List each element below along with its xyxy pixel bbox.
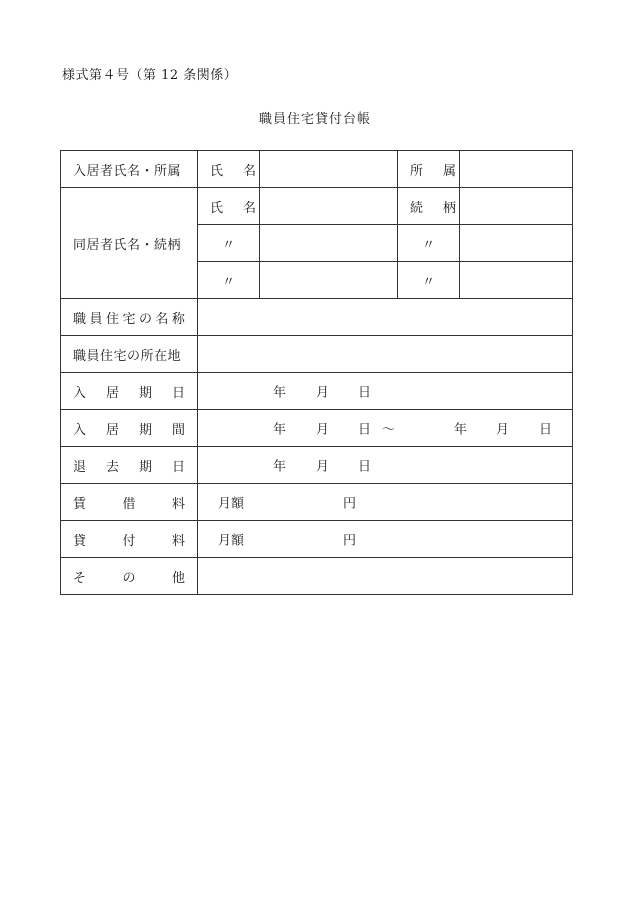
month-unit: 月	[316, 385, 330, 401]
housing-name-field[interactable]	[198, 299, 573, 336]
move-out-date-row	[61, 447, 573, 484]
move-out-date-field[interactable]	[198, 447, 573, 484]
ditto-cell	[198, 225, 260, 262]
loan-fee-field[interactable]	[198, 521, 573, 558]
name-label-char: 氏	[210, 163, 224, 179]
housing-name-row	[61, 299, 573, 336]
occupancy-label-char: 居	[105, 422, 119, 438]
occupancy-period-field[interactable]	[198, 410, 573, 447]
move-out-label-char: 期	[138, 459, 152, 475]
housing-address-row	[61, 336, 573, 373]
year-unit: 年	[273, 422, 287, 438]
occupancy-period-row	[61, 410, 573, 447]
housing-name-label-char: 員	[89, 311, 103, 327]
name-label-char: 氏	[210, 200, 224, 216]
year-unit: 年	[454, 422, 468, 438]
move-in-date-label-cell	[61, 373, 198, 410]
other-field[interactable]	[198, 558, 573, 595]
housing-name-label-char: の	[138, 311, 152, 327]
cohabitant-name-field[interactable]	[260, 262, 398, 299]
loan-fee-label-char: 料	[171, 533, 185, 549]
rent-field[interactable]	[198, 484, 573, 521]
name-label-char: 名	[243, 163, 257, 179]
cohabitant-relation-field[interactable]	[460, 262, 573, 299]
day-unit: 日	[539, 422, 553, 438]
resident-dept-field[interactable]	[460, 151, 573, 188]
day-unit: 日	[358, 459, 372, 475]
year-unit: 年	[273, 459, 287, 475]
relation-label-char: 続	[410, 200, 424, 216]
month-unit: 月	[316, 422, 330, 438]
other-label-char: 他	[171, 570, 185, 586]
yen-unit: 円	[343, 533, 357, 549]
move-in-label-char: 日	[171, 385, 185, 401]
year-unit: 年	[273, 385, 287, 401]
month-unit: 月	[496, 422, 510, 438]
cohabitant-relation-field[interactable]	[460, 188, 573, 225]
ditto-cell	[398, 225, 460, 262]
housing-name-label-cell	[61, 299, 198, 336]
form-reference: 様式第４号（第 12 条関係）	[62, 68, 238, 83]
cohabitant-name-field[interactable]	[260, 188, 398, 225]
move-out-label-char: 退	[73, 459, 87, 475]
housing-address-label: 職員住宅の所在地	[73, 348, 182, 364]
name-label-char: 名	[243, 200, 257, 216]
cohabitant-relation-field[interactable]	[460, 225, 573, 262]
housing-name-label-char: 称	[171, 311, 185, 327]
resident-dept-label-cell	[398, 151, 460, 188]
housing-name-label-char: 名	[155, 311, 169, 327]
move-in-date-field[interactable]	[198, 373, 573, 410]
occupancy-label-char: 間	[171, 422, 185, 438]
resident-name-field[interactable]	[260, 151, 398, 188]
resident-row	[61, 151, 573, 188]
move-out-label-char: 去	[105, 459, 119, 475]
housing-name-label-char: 職	[73, 311, 87, 327]
day-unit: 日	[358, 422, 372, 438]
ditto-cell	[398, 262, 460, 299]
cohabitant-label: 同居者氏名・続柄	[73, 237, 182, 253]
move-in-label-char: 期	[138, 385, 152, 401]
loan-fee-label-char: 貸	[73, 533, 87, 549]
rent-label-char: 料	[171, 496, 185, 512]
ditto-mark: 〃	[221, 237, 235, 253]
other-row	[61, 558, 573, 595]
move-in-label-char: 居	[105, 385, 119, 401]
rent-label-char: 賃	[73, 496, 87, 512]
yen-unit: 円	[343, 496, 357, 512]
relation-label-char: 柄	[443, 200, 457, 216]
move-out-label-char: 日	[171, 459, 185, 475]
month-unit: 月	[316, 459, 330, 475]
cohabitant-name-field[interactable]	[260, 225, 398, 262]
range-separator: ～	[382, 422, 396, 438]
loan-fee-label-char: 付	[122, 533, 136, 549]
other-label-char: そ	[73, 570, 87, 586]
rent-row	[61, 484, 573, 521]
ditto-mark: 〃	[221, 274, 235, 290]
loan-fee-label-cell	[61, 521, 198, 558]
housing-name-label-char: 住	[105, 311, 119, 327]
ditto-mark: 〃	[421, 274, 435, 290]
rent-label-cell	[61, 484, 198, 521]
occupancy-label-char: 入	[73, 422, 87, 438]
other-label-char: の	[122, 570, 136, 586]
day-unit: 日	[358, 385, 372, 401]
move-in-date-row	[61, 373, 573, 410]
dept-label-char: 所	[410, 163, 424, 179]
occupancy-label-char: 期	[138, 422, 152, 438]
resident-label-cell	[61, 151, 198, 188]
move-out-date-label-cell	[61, 447, 198, 484]
ditto-cell	[198, 262, 260, 299]
resident-name-label-cell	[198, 151, 260, 188]
cohabitant-label-cell	[61, 188, 198, 299]
dept-label-char: 属	[443, 163, 457, 179]
rent-label-char: 借	[122, 496, 136, 512]
document-title: 職員住宅貸付台帳	[258, 112, 371, 127]
housing-address-label-cell	[61, 336, 198, 373]
occupancy-period-label-cell	[61, 410, 198, 447]
housing-name-label-char: 宅	[122, 311, 136, 327]
monthly-label: 月額	[218, 496, 245, 512]
other-label-cell	[61, 558, 198, 595]
housing-address-field[interactable]	[198, 336, 573, 373]
monthly-label: 月額	[218, 533, 245, 549]
housing-loan-ledger-table	[60, 150, 573, 595]
move-in-label-char: 入	[73, 385, 87, 401]
relation-label-cell	[398, 188, 460, 225]
cohabitant-name-label-cell	[198, 188, 260, 225]
loan-fee-row	[61, 521, 573, 558]
ditto-mark: 〃	[421, 237, 435, 253]
resident-label: 入居者氏名・所属	[73, 163, 182, 179]
cohabitant-row	[61, 188, 573, 225]
